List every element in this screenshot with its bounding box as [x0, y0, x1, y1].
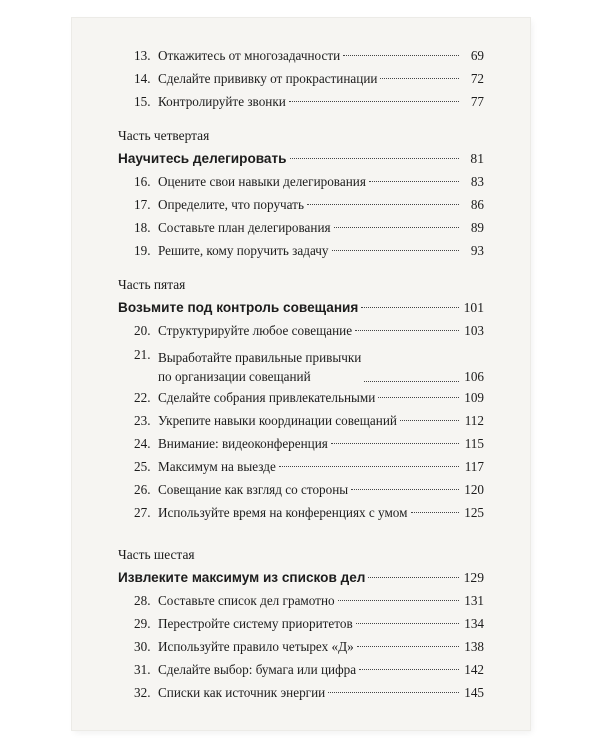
toc-item-page: 83	[470, 174, 484, 189]
toc-item-number: 20.	[134, 323, 151, 338]
toc-item-page: 145	[464, 685, 484, 700]
toc-item-number: 16.	[134, 174, 151, 189]
toc-item-28	[118, 589, 484, 612]
toc-item-title: Оцените свои навыки делегирования	[158, 174, 366, 189]
toc-item-15	[118, 90, 484, 113]
toc-item-title: Сделайте прививку от прокрастинации	[158, 71, 378, 86]
toc-item-title: Используйте правило четырех «Д»	[158, 639, 354, 654]
toc-item-number: 17.	[134, 197, 151, 212]
toc-item-title: Структурируйте любое совещание	[158, 323, 353, 338]
toc-item-page: 69	[470, 48, 484, 63]
toc-item-number: 31.	[134, 662, 151, 677]
toc-item-page: 89	[470, 220, 484, 235]
dot-leader	[357, 646, 459, 647]
toc-item-27	[118, 501, 484, 524]
dot-leader	[328, 692, 459, 693]
toc-item-19	[118, 239, 484, 262]
toc-item-number: 13.	[134, 48, 151, 63]
toc-item-title: Откажитесь от многозадачности	[158, 48, 341, 63]
toc-item-26	[118, 478, 484, 501]
toc-item-16	[118, 170, 484, 193]
toc-item-14	[118, 67, 484, 90]
toc-item-number: 30.	[134, 639, 151, 654]
toc-item-30	[118, 635, 484, 658]
toc-item-title: Используйте время на конференциях с умом	[158, 505, 408, 520]
part-title: Научитесь делегировать	[118, 151, 287, 166]
toc-item-18	[118, 216, 484, 239]
toc-item-number: 25.	[134, 459, 151, 474]
toc-item-page: 103	[464, 323, 484, 338]
dot-leader	[364, 381, 459, 382]
toc-item-title: Совещание как взгляд со стороны	[158, 482, 349, 497]
dot-leader	[368, 577, 459, 578]
toc-item-title: Решите, кому поручить задачу	[158, 243, 329, 258]
toc-item-page: 131	[464, 593, 484, 608]
part-label: Часть пятая	[118, 277, 186, 292]
toc-item-number: 23.	[134, 413, 151, 428]
toc-item-page: 115	[464, 436, 484, 451]
toc-item-page: 106	[464, 369, 484, 384]
part-page: 81	[470, 151, 484, 166]
toc-item-page: 134	[464, 616, 484, 631]
toc-item-number: 19.	[134, 243, 151, 258]
dot-leader	[279, 466, 459, 467]
toc-item-title-line2: по организации совещаний	[158, 369, 311, 384]
part-title: Возьмите под контроль совещания	[118, 300, 359, 315]
toc-item-title: Списки как источник энергии	[158, 685, 326, 700]
part-page: 129	[463, 570, 484, 585]
toc-item-page: 120	[464, 482, 484, 497]
dot-leader	[332, 250, 459, 251]
dot-leader	[343, 55, 459, 56]
toc-item-number: 28.	[134, 593, 151, 608]
toc-item-number: 29.	[134, 616, 151, 631]
dot-leader	[400, 420, 459, 421]
toc-item-number: 21.	[134, 347, 151, 362]
table-of-contents	[118, 44, 484, 704]
toc-item-page: 77	[470, 94, 484, 109]
dot-leader	[369, 181, 459, 182]
part-page: 101	[463, 300, 484, 315]
toc-item-title: Определите, что поручать	[158, 197, 304, 212]
dot-leader	[380, 78, 459, 79]
toc-item-page: 72	[470, 71, 484, 86]
dot-leader	[411, 512, 460, 513]
dot-leader	[331, 443, 459, 444]
toc-item-title: Сделайте собрания привлекательными	[158, 390, 376, 405]
toc-item-page: 112	[464, 413, 484, 428]
toc-item-number: 22.	[134, 390, 151, 405]
part-title: Извлеките максимум из списков дел	[118, 570, 366, 585]
toc-item-number: 26.	[134, 482, 151, 497]
toc-item-23	[118, 409, 484, 432]
part-label: Часть шестая	[118, 547, 195, 562]
toc-item-number: 15.	[134, 94, 151, 109]
toc-item-title: Составьте список дел грамотно	[158, 593, 335, 608]
toc-item-page: 142	[464, 662, 484, 677]
dot-leader	[307, 204, 459, 205]
part-title-row	[118, 147, 484, 170]
dot-leader	[361, 307, 459, 308]
toc-item-page: 93	[470, 243, 484, 258]
dot-leader	[378, 397, 459, 398]
dot-leader	[290, 158, 459, 159]
toc-item-title-block	[158, 348, 361, 386]
toc-item-page: 109	[464, 390, 484, 405]
toc-item-number: 24.	[134, 436, 151, 451]
toc-item-number: 32.	[134, 685, 151, 700]
toc-item-page: 117	[464, 459, 484, 474]
toc-item-title: Укрепите навыки координации совещаний	[158, 413, 397, 428]
toc-item-17	[118, 193, 484, 216]
part-title-row	[118, 566, 484, 589]
part-label: Часть четвертая	[118, 128, 210, 143]
toc-item-page: 125	[464, 505, 484, 520]
toc-item-title: Выработайте правильные привычки	[158, 350, 362, 365]
toc-item-22	[118, 386, 484, 409]
dot-leader	[338, 600, 459, 601]
part-title-row	[118, 296, 484, 319]
toc-item-title: Сделайте выбор: бумага или цифра	[158, 662, 357, 677]
dot-leader	[355, 330, 459, 331]
toc-item-32	[118, 681, 484, 704]
toc-item-20	[118, 319, 484, 342]
toc-item-29	[118, 612, 484, 635]
dot-leader	[359, 669, 459, 670]
toc-item-title: Максимум на выезде	[158, 459, 276, 474]
toc-item-21	[118, 342, 484, 386]
toc-item-page: 138	[464, 639, 484, 654]
toc-item-number: 14.	[134, 71, 151, 86]
dot-leader	[351, 489, 459, 490]
toc-item-13	[118, 44, 484, 67]
toc-item-title: Контролируйте звонки	[158, 94, 286, 109]
toc-item-31	[118, 658, 484, 681]
toc-item-page: 86	[470, 197, 484, 212]
dot-leader	[289, 101, 459, 102]
toc-item-24	[118, 432, 484, 455]
toc-item-title: Внимание: видеоконференция	[158, 436, 328, 451]
dot-leader	[334, 227, 459, 228]
toc-item-25	[118, 455, 484, 478]
dot-leader	[356, 623, 459, 624]
toc-item-number: 18.	[134, 220, 151, 235]
toc-item-number: 27.	[134, 505, 151, 520]
toc-item-title: Перестройте систему приоритетов	[158, 616, 353, 631]
toc-item-title: Составьте план делегирования	[158, 220, 331, 235]
